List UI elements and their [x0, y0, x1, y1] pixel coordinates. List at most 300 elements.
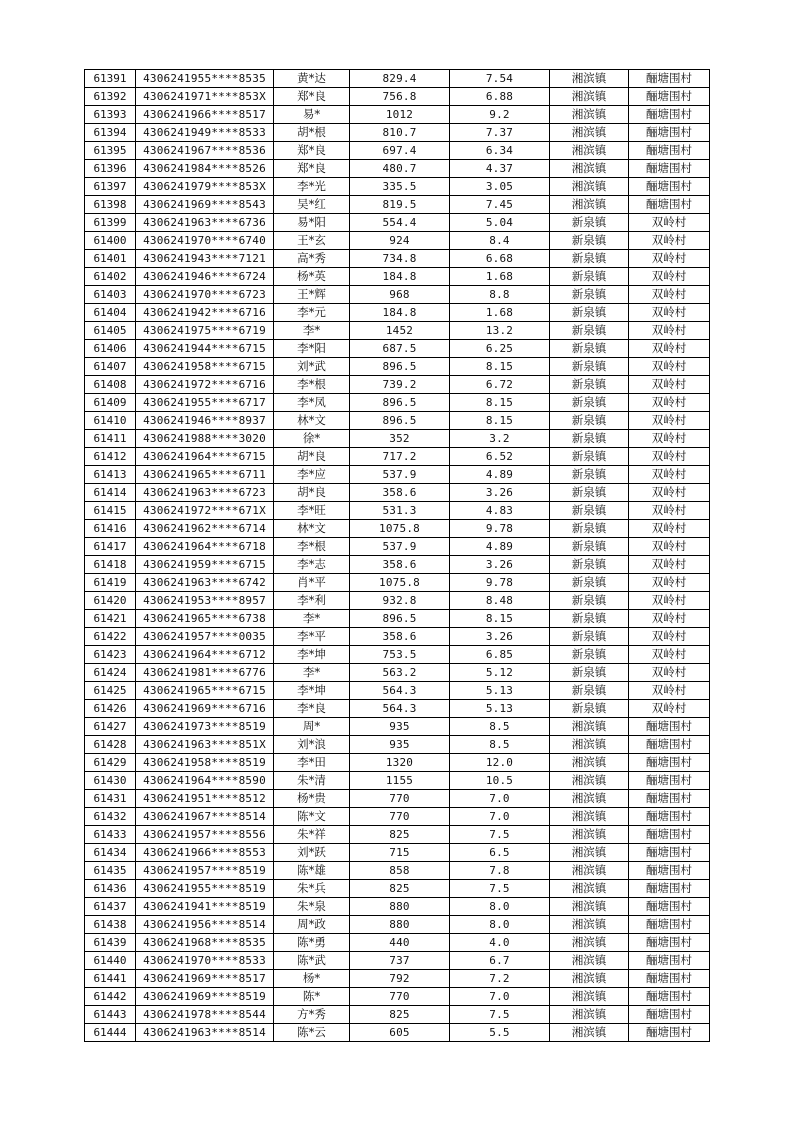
village-cell: 双岭村 — [629, 214, 710, 232]
table-row — [85, 844, 710, 862]
area-cell: 3.26 — [450, 484, 550, 502]
name-cell: 杨*贵 — [274, 790, 350, 808]
table-row — [85, 214, 710, 232]
village-cell: 酾塘围村 — [629, 70, 710, 88]
area-cell: 8.4 — [450, 232, 550, 250]
serial-number-cell: 61419 — [85, 574, 136, 592]
village-cell: 酾塘围村 — [629, 898, 710, 916]
table-row — [85, 70, 710, 88]
id-number-cell: 4306241943****7121 — [136, 250, 274, 268]
id-number-cell: 4306241969****8543 — [136, 196, 274, 214]
serial-number-cell: 61415 — [85, 502, 136, 520]
id-number-cell: 4306241967****8514 — [136, 808, 274, 826]
name-cell: 陈*武 — [274, 952, 350, 970]
village-cell: 双岭村 — [629, 448, 710, 466]
id-number-cell: 4306241955****8535 — [136, 70, 274, 88]
serial-number-cell: 61398 — [85, 196, 136, 214]
name-cell: 郑*良 — [274, 142, 350, 160]
amount-cell: 880 — [350, 916, 450, 934]
table-row — [85, 106, 710, 124]
table-row — [85, 790, 710, 808]
town-cell: 新泉镇 — [550, 250, 629, 268]
amount-cell: 480.7 — [350, 160, 450, 178]
town-cell: 湘滨镇 — [550, 178, 629, 196]
id-number-cell: 4306241965****6711 — [136, 466, 274, 484]
table-row — [85, 520, 710, 538]
amount-cell: 564.3 — [350, 700, 450, 718]
name-cell: 王*玄 — [274, 232, 350, 250]
name-cell: 周*政 — [274, 916, 350, 934]
id-number-cell: 4306241957****8519 — [136, 862, 274, 880]
serial-number-cell: 61435 — [85, 862, 136, 880]
name-cell: 陈* — [274, 988, 350, 1006]
id-number-cell: 4306241965****6715 — [136, 682, 274, 700]
id-number-cell: 4306241971****853X — [136, 88, 274, 106]
id-number-cell: 4306241968****8535 — [136, 934, 274, 952]
serial-number-cell: 61397 — [85, 178, 136, 196]
table-row — [85, 232, 710, 250]
town-cell: 湘滨镇 — [550, 916, 629, 934]
table-row — [85, 124, 710, 142]
village-cell: 酾塘围村 — [629, 142, 710, 160]
amount-cell: 1075.8 — [350, 520, 450, 538]
table-row — [85, 934, 710, 952]
area-cell: 6.72 — [450, 376, 550, 394]
area-cell: 7.0 — [450, 790, 550, 808]
town-cell: 湘滨镇 — [550, 862, 629, 880]
amount-cell: 896.5 — [350, 610, 450, 628]
id-number-cell: 4306241962****6714 — [136, 520, 274, 538]
table-row — [85, 718, 710, 736]
serial-number-cell: 61436 — [85, 880, 136, 898]
serial-number-cell: 61422 — [85, 628, 136, 646]
name-cell: 刘*武 — [274, 358, 350, 376]
area-cell: 1.68 — [450, 304, 550, 322]
area-cell: 3.26 — [450, 556, 550, 574]
serial-number-cell: 61429 — [85, 754, 136, 772]
town-cell: 湘滨镇 — [550, 736, 629, 754]
town-cell: 湘滨镇 — [550, 844, 629, 862]
village-cell: 双岭村 — [629, 376, 710, 394]
area-cell: 8.0 — [450, 916, 550, 934]
area-cell: 12.0 — [450, 754, 550, 772]
amount-cell: 739.2 — [350, 376, 450, 394]
town-cell: 新泉镇 — [550, 538, 629, 556]
amount-cell: 753.5 — [350, 646, 450, 664]
amount-cell: 935 — [350, 736, 450, 754]
serial-number-cell: 61440 — [85, 952, 136, 970]
serial-number-cell: 61438 — [85, 916, 136, 934]
id-number-cell: 4306241963****6742 — [136, 574, 274, 592]
name-cell: 黄*达 — [274, 70, 350, 88]
amount-cell: 537.9 — [350, 538, 450, 556]
town-cell: 新泉镇 — [550, 592, 629, 610]
id-number-cell: 4306241955****6717 — [136, 394, 274, 412]
area-cell: 8.5 — [450, 718, 550, 736]
area-cell: 6.85 — [450, 646, 550, 664]
amount-cell: 1155 — [350, 772, 450, 790]
serial-number-cell: 61418 — [85, 556, 136, 574]
amount-cell: 770 — [350, 790, 450, 808]
name-cell: 胡*良 — [274, 448, 350, 466]
village-cell: 酾塘围村 — [629, 790, 710, 808]
town-cell: 新泉镇 — [550, 556, 629, 574]
area-cell: 4.37 — [450, 160, 550, 178]
amount-cell: 1320 — [350, 754, 450, 772]
amount-cell: 715 — [350, 844, 450, 862]
table-row — [85, 376, 710, 394]
name-cell: 李*志 — [274, 556, 350, 574]
area-cell: 3.26 — [450, 628, 550, 646]
table-row — [85, 808, 710, 826]
name-cell: 吴*红 — [274, 196, 350, 214]
town-cell: 新泉镇 — [550, 268, 629, 286]
table-body — [85, 70, 710, 1042]
village-cell: 双岭村 — [629, 412, 710, 430]
town-cell: 湘滨镇 — [550, 718, 629, 736]
amount-cell: 358.6 — [350, 484, 450, 502]
table-row — [85, 430, 710, 448]
amount-cell: 687.5 — [350, 340, 450, 358]
village-cell: 双岭村 — [629, 466, 710, 484]
table-row — [85, 268, 710, 286]
area-cell: 5.12 — [450, 664, 550, 682]
area-cell: 5.04 — [450, 214, 550, 232]
id-number-cell: 4306241970****8533 — [136, 952, 274, 970]
name-cell: 李*根 — [274, 376, 350, 394]
serial-number-cell: 61408 — [85, 376, 136, 394]
village-cell: 双岭村 — [629, 358, 710, 376]
serial-number-cell: 61428 — [85, 736, 136, 754]
area-cell: 5.5 — [450, 1024, 550, 1042]
serial-number-cell: 61392 — [85, 88, 136, 106]
area-cell: 6.25 — [450, 340, 550, 358]
serial-number-cell: 61412 — [85, 448, 136, 466]
town-cell: 湘滨镇 — [550, 808, 629, 826]
serial-number-cell: 61425 — [85, 682, 136, 700]
area-cell: 6.7 — [450, 952, 550, 970]
area-cell: 8.8 — [450, 286, 550, 304]
id-number-cell: 4306241966****8553 — [136, 844, 274, 862]
area-cell: 4.0 — [450, 934, 550, 952]
serial-number-cell: 61403 — [85, 286, 136, 304]
village-cell: 酾塘围村 — [629, 844, 710, 862]
serial-number-cell: 61437 — [85, 898, 136, 916]
id-number-cell: 4306241967****8536 — [136, 142, 274, 160]
village-cell: 双岭村 — [629, 700, 710, 718]
name-cell: 周* — [274, 718, 350, 736]
area-cell: 3.2 — [450, 430, 550, 448]
town-cell: 湘滨镇 — [550, 754, 629, 772]
id-number-cell: 4306241969****8519 — [136, 988, 274, 1006]
table-row — [85, 178, 710, 196]
table-row — [85, 340, 710, 358]
village-cell: 双岭村 — [629, 322, 710, 340]
area-cell: 13.2 — [450, 322, 550, 340]
name-cell: 李*田 — [274, 754, 350, 772]
area-cell: 7.5 — [450, 1006, 550, 1024]
id-number-cell: 4306241959****6715 — [136, 556, 274, 574]
area-cell: 3.05 — [450, 178, 550, 196]
village-cell: 酾塘围村 — [629, 196, 710, 214]
id-number-cell: 4306241953****8957 — [136, 592, 274, 610]
table-row — [85, 898, 710, 916]
name-cell: 李* — [274, 664, 350, 682]
amount-cell: 792 — [350, 970, 450, 988]
village-cell: 酾塘围村 — [629, 1024, 710, 1042]
serial-number-cell: 61421 — [85, 610, 136, 628]
id-number-cell: 4306241988****3020 — [136, 430, 274, 448]
table-row — [85, 196, 710, 214]
id-number-cell: 4306241963****8514 — [136, 1024, 274, 1042]
table-row — [85, 88, 710, 106]
town-cell: 新泉镇 — [550, 484, 629, 502]
village-cell: 双岭村 — [629, 592, 710, 610]
village-cell: 酾塘围村 — [629, 916, 710, 934]
table-row — [85, 142, 710, 160]
amount-cell: 1075.8 — [350, 574, 450, 592]
serial-number-cell: 61430 — [85, 772, 136, 790]
table-row — [85, 574, 710, 592]
table-row — [85, 970, 710, 988]
area-cell: 4.83 — [450, 502, 550, 520]
village-cell: 双岭村 — [629, 520, 710, 538]
village-cell: 双岭村 — [629, 268, 710, 286]
town-cell: 新泉镇 — [550, 412, 629, 430]
name-cell: 方*秀 — [274, 1006, 350, 1024]
id-number-cell: 4306241942****6716 — [136, 304, 274, 322]
serial-number-cell: 61443 — [85, 1006, 136, 1024]
serial-number-cell: 61409 — [85, 394, 136, 412]
name-cell: 陈*云 — [274, 1024, 350, 1042]
id-number-cell: 4306241958****8519 — [136, 754, 274, 772]
village-cell: 双岭村 — [629, 340, 710, 358]
town-cell: 新泉镇 — [550, 610, 629, 628]
name-cell: 李* — [274, 322, 350, 340]
town-cell: 湘滨镇 — [550, 790, 629, 808]
serial-number-cell: 61439 — [85, 934, 136, 952]
amount-cell: 358.6 — [350, 628, 450, 646]
serial-number-cell: 61431 — [85, 790, 136, 808]
name-cell: 李*光 — [274, 178, 350, 196]
village-cell: 酾塘围村 — [629, 88, 710, 106]
id-number-cell: 4306241970****6740 — [136, 232, 274, 250]
table-row — [85, 502, 710, 520]
name-cell: 朱*清 — [274, 772, 350, 790]
amount-cell: 825 — [350, 880, 450, 898]
table-row — [85, 880, 710, 898]
area-cell: 5.13 — [450, 700, 550, 718]
name-cell: 李*利 — [274, 592, 350, 610]
area-cell: 6.34 — [450, 142, 550, 160]
serial-number-cell: 61395 — [85, 142, 136, 160]
id-number-cell: 4306241972****671X — [136, 502, 274, 520]
area-cell: 8.5 — [450, 736, 550, 754]
area-cell: 7.8 — [450, 862, 550, 880]
name-cell: 李*坤 — [274, 682, 350, 700]
village-cell: 酾塘围村 — [629, 934, 710, 952]
table-row — [85, 484, 710, 502]
village-cell: 双岭村 — [629, 394, 710, 412]
name-cell: 李*旺 — [274, 502, 350, 520]
serial-number-cell: 61391 — [85, 70, 136, 88]
table-row — [85, 826, 710, 844]
id-number-cell: 4306241956****8514 — [136, 916, 274, 934]
amount-cell: 184.8 — [350, 268, 450, 286]
table-row — [85, 700, 710, 718]
village-cell: 酾塘围村 — [629, 124, 710, 142]
id-number-cell: 4306241979****853X — [136, 178, 274, 196]
area-cell: 10.5 — [450, 772, 550, 790]
id-number-cell: 4306241941****8519 — [136, 898, 274, 916]
table-row — [85, 538, 710, 556]
serial-number-cell: 61393 — [85, 106, 136, 124]
id-number-cell: 4306241958****6715 — [136, 358, 274, 376]
amount-cell: 896.5 — [350, 358, 450, 376]
serial-number-cell: 61423 — [85, 646, 136, 664]
serial-number-cell: 61420 — [85, 592, 136, 610]
town-cell: 新泉镇 — [550, 322, 629, 340]
serial-number-cell: 61413 — [85, 466, 136, 484]
id-number-cell: 4306241969****8517 — [136, 970, 274, 988]
name-cell: 李*凤 — [274, 394, 350, 412]
amount-cell: 440 — [350, 934, 450, 952]
table-row — [85, 862, 710, 880]
table-row — [85, 358, 710, 376]
village-cell: 酾塘围村 — [629, 808, 710, 826]
village-cell: 双岭村 — [629, 286, 710, 304]
name-cell: 朱*兵 — [274, 880, 350, 898]
serial-number-cell: 61407 — [85, 358, 136, 376]
village-cell: 双岭村 — [629, 610, 710, 628]
serial-number-cell: 61411 — [85, 430, 136, 448]
village-cell: 酾塘围村 — [629, 880, 710, 898]
town-cell: 新泉镇 — [550, 430, 629, 448]
town-cell: 新泉镇 — [550, 664, 629, 682]
serial-number-cell: 61426 — [85, 700, 136, 718]
amount-cell: 968 — [350, 286, 450, 304]
town-cell: 新泉镇 — [550, 502, 629, 520]
amount-cell: 770 — [350, 988, 450, 1006]
table-row — [85, 412, 710, 430]
serial-number-cell: 61400 — [85, 232, 136, 250]
table-row — [85, 250, 710, 268]
village-cell: 双岭村 — [629, 304, 710, 322]
table-row — [85, 1006, 710, 1024]
id-number-cell: 4306241973****8519 — [136, 718, 274, 736]
amount-cell: 1012 — [350, 106, 450, 124]
name-cell: 李*元 — [274, 304, 350, 322]
id-number-cell: 4306241963****6736 — [136, 214, 274, 232]
serial-number-cell: 61416 — [85, 520, 136, 538]
amount-cell: 605 — [350, 1024, 450, 1042]
id-number-cell: 4306241978****8544 — [136, 1006, 274, 1024]
table-row — [85, 646, 710, 664]
name-cell: 刘*跃 — [274, 844, 350, 862]
serial-number-cell: 61402 — [85, 268, 136, 286]
village-cell: 双岭村 — [629, 502, 710, 520]
amount-cell: 935 — [350, 718, 450, 736]
id-number-cell: 4306241963****6723 — [136, 484, 274, 502]
amount-cell: 924 — [350, 232, 450, 250]
table-row — [85, 286, 710, 304]
amount-cell: 896.5 — [350, 412, 450, 430]
area-cell: 9.78 — [450, 574, 550, 592]
name-cell: 朱*祥 — [274, 826, 350, 844]
serial-number-cell: 61414 — [85, 484, 136, 502]
amount-cell: 770 — [350, 808, 450, 826]
serial-number-cell: 61399 — [85, 214, 136, 232]
area-cell: 9.78 — [450, 520, 550, 538]
town-cell: 湘滨镇 — [550, 826, 629, 844]
serial-number-cell: 61424 — [85, 664, 136, 682]
town-cell: 湘滨镇 — [550, 880, 629, 898]
table-row — [85, 682, 710, 700]
table-row — [85, 916, 710, 934]
name-cell: 李*良 — [274, 700, 350, 718]
amount-cell: 819.5 — [350, 196, 450, 214]
area-cell: 6.88 — [450, 88, 550, 106]
id-number-cell: 4306241955****8519 — [136, 880, 274, 898]
name-cell: 王*辉 — [274, 286, 350, 304]
name-cell: 李*平 — [274, 628, 350, 646]
area-cell: 7.0 — [450, 988, 550, 1006]
serial-number-cell: 61404 — [85, 304, 136, 322]
serial-number-cell: 61442 — [85, 988, 136, 1006]
town-cell: 湘滨镇 — [550, 124, 629, 142]
area-cell: 7.2 — [450, 970, 550, 988]
name-cell: 陈*雄 — [274, 862, 350, 880]
amount-cell: 554.4 — [350, 214, 450, 232]
name-cell: 陈*文 — [274, 808, 350, 826]
town-cell: 湘滨镇 — [550, 70, 629, 88]
table-row — [85, 772, 710, 790]
id-number-cell: 4306241984****8526 — [136, 160, 274, 178]
amount-cell: 697.4 — [350, 142, 450, 160]
town-cell: 新泉镇 — [550, 286, 629, 304]
town-cell: 湘滨镇 — [550, 1024, 629, 1042]
town-cell: 新泉镇 — [550, 466, 629, 484]
serial-number-cell: 61405 — [85, 322, 136, 340]
name-cell: 郑*良 — [274, 88, 350, 106]
name-cell: 杨* — [274, 970, 350, 988]
id-number-cell: 4306241944****6715 — [136, 340, 274, 358]
serial-number-cell: 61441 — [85, 970, 136, 988]
name-cell: 朱*泉 — [274, 898, 350, 916]
village-cell: 酾塘围村 — [629, 772, 710, 790]
table-row — [85, 466, 710, 484]
town-cell: 新泉镇 — [550, 700, 629, 718]
name-cell: 李*坤 — [274, 646, 350, 664]
serial-number-cell: 61417 — [85, 538, 136, 556]
amount-cell: 825 — [350, 826, 450, 844]
amount-cell: 184.8 — [350, 304, 450, 322]
amount-cell: 1452 — [350, 322, 450, 340]
town-cell: 湘滨镇 — [550, 1006, 629, 1024]
amount-cell: 335.5 — [350, 178, 450, 196]
town-cell: 湘滨镇 — [550, 160, 629, 178]
village-cell: 双岭村 — [629, 430, 710, 448]
village-cell: 双岭村 — [629, 484, 710, 502]
town-cell: 新泉镇 — [550, 376, 629, 394]
town-cell: 新泉镇 — [550, 520, 629, 538]
village-cell: 酾塘围村 — [629, 106, 710, 124]
name-cell: 徐* — [274, 430, 350, 448]
area-cell: 7.5 — [450, 880, 550, 898]
area-cell: 7.0 — [450, 808, 550, 826]
area-cell: 7.5 — [450, 826, 550, 844]
town-cell: 湘滨镇 — [550, 898, 629, 916]
